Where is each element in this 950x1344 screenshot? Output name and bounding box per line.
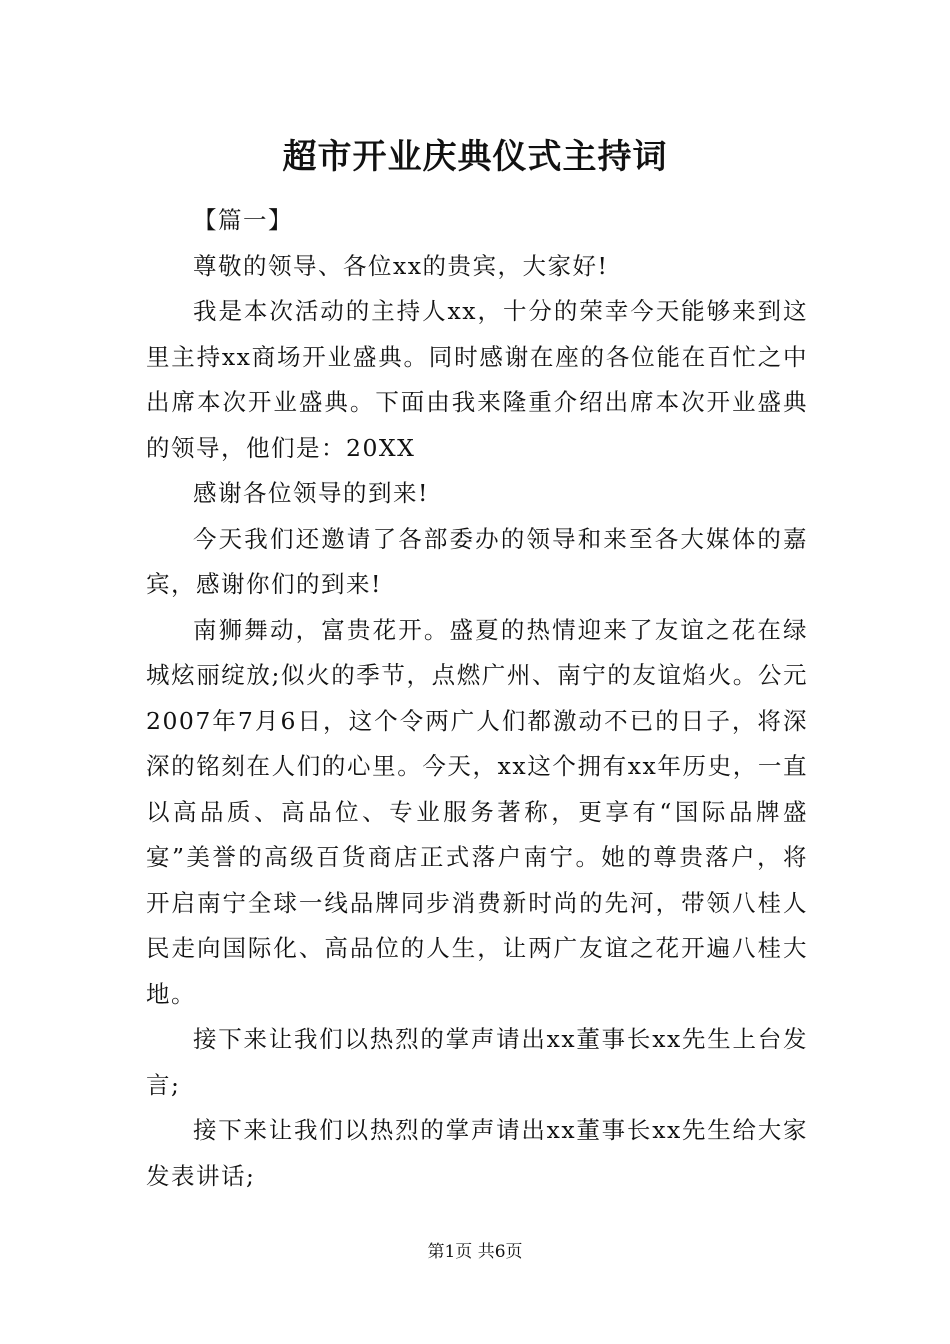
paragraph-chairman-address: 接下来让我们以热烈的掌声请出xx董事长xx先生给大家发表讲话; [146,1116,808,1190]
paragraph-thanks-leaders: 感谢各位领导的到来! [193,479,429,507]
paragraph-chairman-speech: 接下来让我们以热烈的掌声请出xx董事长xx先生上台发言; [146,1025,808,1099]
section-heading: 【篇一】 [193,206,293,234]
paragraph-opening-speech: 南狮舞动，富贵花开。盛夏的热情迎来了友谊之花在绿城炫丽绽放;似火的季节，点燃广州、南宁的友谊焰火。公元2007年7月6日，这个令两广人们都激动不已的日子，将深深的铭刻在人们的心里。今天，xx这个拥有xx年历史，一直以高品质、高品位、专业服务著称，更享有“国际品牌盛宴”美誉的高级百货商店正式落户南宁。她的尊贵落户，将开启南宁全球一线品牌同步消费新时尚的先河，带领八桂人民走向国际化、高品位的人生，让两广友谊之花开遍八桂大地。 [146,615,808,1008]
paragraph-greeting: 尊敬的领导、各位xx的贵宾，大家好! [193,251,609,280]
paragraph-thanks-guests: 今天我们还邀请了各部委办的领导和来至各大媒体的嘉宾，感谢你们的到来! [146,524,808,598]
document-body [146,198,808,1199]
page-number-footer: 第1页 共6页 [427,1242,523,1262]
document-title: 超市开业庆典仪式主持词 [282,137,668,177]
paragraph-introduction: 我是本次活动的主持人xx，十分的荣幸今天能够来到这里主持xx商场开业盛典。同时感谢在座的各位能在百忙之中出席本次开业盛典。下面由我来隆重介绍出席本次开业盛典的领导，他们是：20XX [146,297,808,462]
